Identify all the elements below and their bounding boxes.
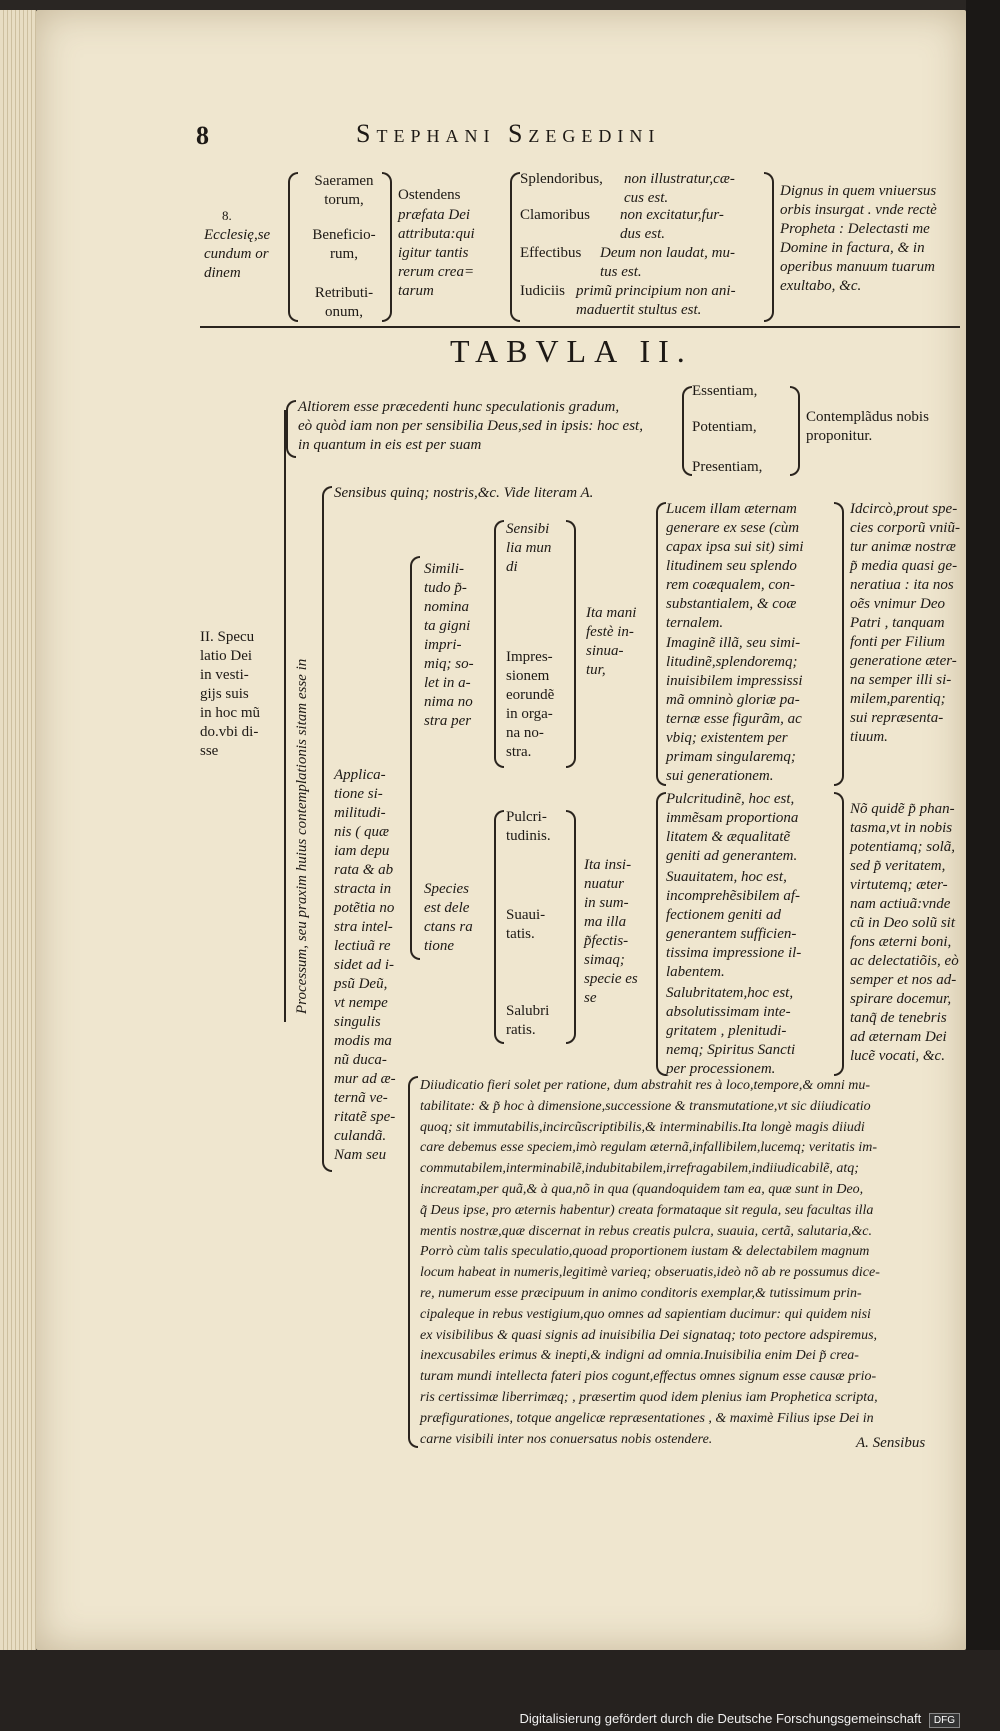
ita-mani-text: Ita mani festè in- sinua- tur, <box>586 605 637 678</box>
bracket <box>510 172 520 322</box>
bracket <box>494 520 504 768</box>
col4-text: Dignus in quem vniuersus orbis insurgat . vnde rectè Propheta : Delectasti me Domine in factura, & in operibus manuum tuarum exultabo, &c. <box>780 183 937 294</box>
bracket <box>764 172 774 322</box>
bracket <box>286 400 296 458</box>
main-vertical-line <box>284 410 286 1022</box>
sensibus-line: Sensibus quinq; nostris,&c. Vide literam A. <box>334 485 594 501</box>
suauitatem-text: Suauitatem, hoc est, incomprehẽsibilem af- fectionem geniti ad generantem sufficien- tissima impressione il- labentem. <box>666 869 802 980</box>
intro-text: Altiorem esse præcedenti hunc speculationis gradum, eò quòd iam non per sensibilia Deus,sed in ipsis: hoc est, in quantum in eis est per suam <box>298 399 643 453</box>
salubritatem-text: Salubritatem,hoc est, absolutissimam inte- gritatem , plenitudi- nemq; Spiritus Sancti per processionem. <box>666 985 796 1077</box>
top-table-mark: 8. <box>222 208 232 223</box>
col2-text: præfata Dei attributa:qui igitur tantis rerum crea= tarum <box>398 207 475 299</box>
bracket <box>410 556 420 960</box>
intro-item: Potentiam, <box>692 419 757 435</box>
section-rule <box>200 326 960 328</box>
intro-item: Presentiam, <box>692 459 763 475</box>
running-head: Stephani Szegedini <box>356 119 661 148</box>
col2-heading: Ostendens <box>398 187 461 203</box>
top-table-left-label: Ecclesię,se cundum or dinem <box>204 227 271 281</box>
sensibilia-text: Sensibi lia mun di <box>506 521 552 575</box>
bracket <box>382 172 392 322</box>
species-text: Species est dele ctans ra tione <box>424 881 473 954</box>
similitudo-text: Simili- tudo p̃- nomina ta gigni impri- miq; so- let in a- nima no stra per <box>424 561 474 729</box>
tabula-title: TABVLA II. <box>450 333 693 369</box>
col3-text: Deum non laudat, mu- tus est. <box>600 245 735 280</box>
bracket <box>494 810 504 1044</box>
bracket <box>834 502 844 786</box>
col3-text: non illustratur,cæ- cus est. <box>624 171 735 206</box>
footer-text: Digitalisierung gefördert durch die Deutsche Forschungsgemeinschaft <box>519 1711 922 1726</box>
applicatione-text: Applica- tione si- militudi- nis ( quæ iam depu rata & ab stracta in potẽtia no stra intel- lectiuã re sidet ad i- psũ Deũ, vt nempe singulis modis ma nũ duca- mur ad æ- ternã ve- ritatẽ spe- culandã. Nam seu <box>334 767 396 1163</box>
imagine-text: Imaginẽ illã, seu simi- litudinẽ,splendoremq; inuisibilem impressissi mã omninò gloriæ pa- ternæ esse figurãm, ac vbiq; existentem per primam singularemq; sui generationem. <box>666 635 803 784</box>
intro-result: Contemplãdus nobis proponitur. <box>806 409 929 444</box>
bracket <box>682 386 692 476</box>
diiudicatio-text: Diiudicatio fieri solet per ratione, dum abstrahit res à loco,tempore,& omni mu- tabilitate: & p̃ hoc à dimensione,successione & transmutatione,vt sic diiudicatio quoq; sit immutabilis,incircũscriptibilis,& interminabilis.Ita longè magis diiudi care debemus esse speciem,imò regulam æternã,infallibilem,lucemq; veritatis im- commutabilem,interminabilẽ,indubitabilem,irrefragabilem,indiiudicabilẽ, atq; increatam,per quã,& à qua,nõ in qua (quandoquidem tam ea, quæ sunt in Deo, q̃ Deus ipse, pro æternis habentur) creata formataque sit regula, seu facultas illa mentis nostræ,quæ discernat in rebus creatis pulcra, suauia, certã, salutaria,&c. Porrò cùm talis speculatio,quoad proportionem iustam & delectabilem magnum locum habeat in numeris,legitimè varieq; obseruatis,ideò nõ ab re possumus dice- re, numerum esse præcipuum in animo conditoris exemplar,& tutissimum prin- cipaleque in rebus vestigium,quo omnes ad sapientiam ducimur: qui quidem nisi ex visibilibus & quasi signis ad inuisibilia Dei signataq; toto pectore adspiremus, inexcusabiles erimus & inepti,& indigni ad omnia.Inuisibilia enim Dei p̃ crea- turam mundi intellecta fateri pios cogunt,effectus omnes signum esse causæ prio- ris certissimæ liberrimæq; , præsertim quod idem plenius iam Prophetica scripta, præfigurationes, totque angelicæ repræsentationes , & maximè Filius ipse Dei in carne visibili inter nos conuersatus nobis ostendere. <box>420 1078 880 1447</box>
page-edge-stack <box>0 10 36 1650</box>
pulcritudine-text: Pulcritudinẽ, hoc est, immẽsam proportiona litatem & æqualitatẽ geniti ad generantem. <box>666 791 799 864</box>
scan-border-right <box>966 0 1000 1731</box>
bracket <box>656 792 666 1076</box>
col3-term: Clamoribus <box>520 207 590 223</box>
page-number: 8 <box>196 121 209 150</box>
ita-insi-text: Ita insi- nuatur in sum- ma illa p̃fectis- simaq; specie es se <box>584 857 638 1006</box>
col3-term: Iudiciis <box>520 283 565 299</box>
col1-item: Saeramen torum, <box>314 173 374 208</box>
idcirco-text: Idcircò,prout spe- cies corporũ vniũ- tur animæ nostræ p̃ media quasi ge- neratiua : ita nos oẽs vnimur Deo Patri , tanquam fonti per Filium generatione æter- na semper illi si- milem,parentiq; sui repræsenta- tiuum. <box>850 501 960 745</box>
col1-item: Retributi- onum, <box>314 285 374 320</box>
impressionem-text: Impres- sionem eorundẽ in orga- na no- stra. <box>506 649 555 760</box>
pulcri-item: Pulcri- tudinis. <box>506 809 551 844</box>
col3-text: primũ principium non ani- maduertit stultus est. <box>576 283 736 318</box>
bracket <box>566 520 576 768</box>
bracket <box>322 486 332 1172</box>
bracket <box>566 810 576 1044</box>
pulcri-item: Suaui- tatis. <box>506 907 546 942</box>
lucem-text: Lucem illam æternam generare ex sese (cùm capax ipsa sui sit) simi litudinem seu splendo rem coæqualem, con- substantialem, & coæ ternalem. <box>666 501 804 631</box>
bracket <box>288 172 298 322</box>
main-label: II. Specu latio Dei in vesti- gijs suis in hoc mũ do.vbi di- sse <box>200 629 260 759</box>
vertical-caption: Processum, seu praxim huius contemplationis sitam esse in <box>294 658 310 1014</box>
col3-term: Effectibus <box>520 245 582 261</box>
pulcri-item: Salubri ratis. <box>506 1003 550 1038</box>
bracket <box>656 502 666 786</box>
catchword: A. Sensibus <box>856 1435 926 1451</box>
bracket <box>408 1076 418 1448</box>
col3-text: non excitatur,fur- dus est. <box>620 207 724 242</box>
col1-item: Beneficio- rum, <box>312 227 376 262</box>
col3-term: Splendoribus, <box>520 171 603 187</box>
bracket <box>834 792 844 1076</box>
digitization-footer <box>519 1711 960 1728</box>
no-quide-text: Nõ quidẽ p̃ phan- tasma,vt in nobis potentiamq; solã, sed p̃ veritatem, virtutemq; æter- nam actiuã:vnde cũ in Deo solũ sit fons æterni boni, ac delectatiõis, eò semper et nos ad- spirare docemur, tanq̃ de tenebris ad æternam Dei lucẽ vocati, &c. <box>850 801 959 1064</box>
dfg-logo: DFG <box>929 1713 960 1728</box>
intro-item: Essentiam, <box>692 383 758 399</box>
bracket <box>790 386 800 476</box>
